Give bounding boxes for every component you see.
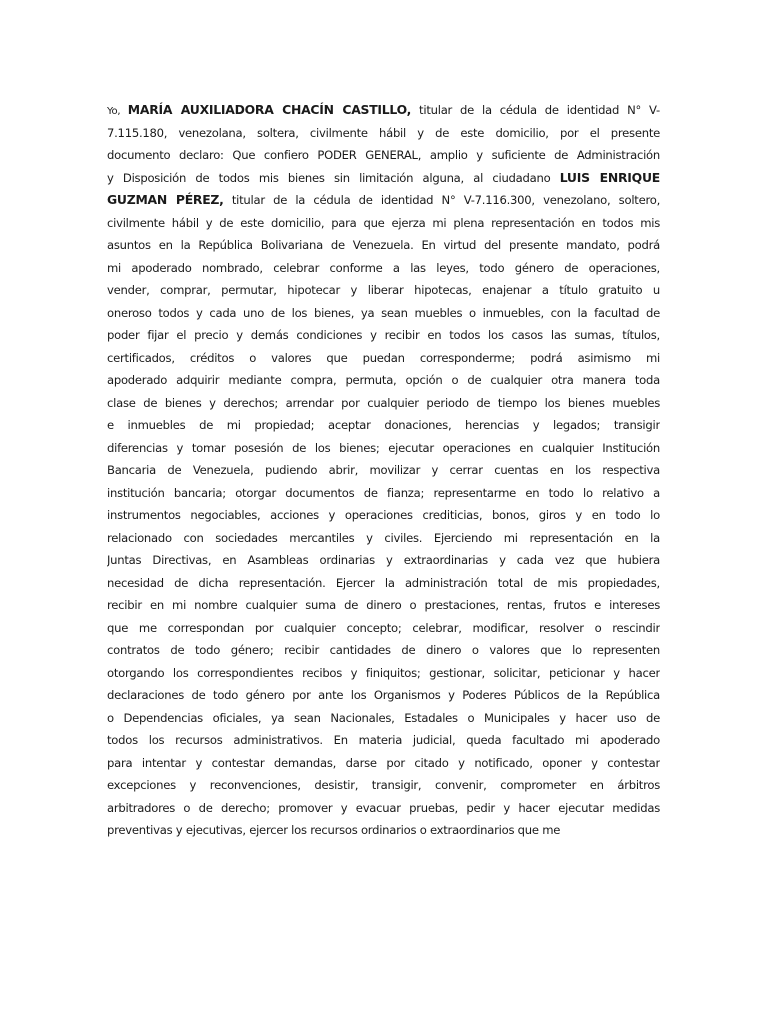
text-line: contratos de todo género; recibir cantidades de dinero o valores que lo representen bbox=[107, 643, 660, 657]
text-line: Bancaria de Venezuela, pudiendo abrir, movilizar y cerrar cuentas en los respectiva bbox=[107, 463, 660, 477]
text-line: para intentar y contestar demandas, darse por citado y notificado, oponer y contestar bbox=[107, 755, 660, 770]
text-line: oneroso todos y cada uno de los bienes, ya sean muebles o inmuebles, con la facultad de bbox=[107, 305, 660, 320]
text-line: Yo, MARÍA AUXILIADORA CHACÍN CASTILLO, titular de la cédula de identidad N° V- bbox=[107, 102, 660, 117]
text-line: otorgando los correspondientes recibos y finiquitos; gestionar, solicitar, peticionar y hacer bbox=[107, 665, 660, 680]
text-line: poder fijar el precio y demás condiciones y recibir en todos los casos las sumas, títulos, bbox=[107, 328, 660, 342]
text-line: excepciones y reconvenciones, desistir, transigir, convenir, comprometer en árbitros bbox=[107, 778, 660, 792]
text-line: preventivas y ejecutivas, ejercer los recursos ordinarios o extraordinarios que me bbox=[107, 823, 561, 837]
text-line: arbitradores o de derecho; promover y evacuar pruebas, pedir y hacer ejecutar medidas bbox=[107, 800, 660, 815]
text-line: o Dependencias oficiales, ya sean Nacionales, Estadales o Municipales y hacer uso de bbox=[107, 710, 660, 725]
text-line: documento declaro: Que confiero PODER GENERAL, amplio y suficiente de Administración bbox=[107, 148, 660, 162]
text-line: asuntos en la República Bolivariana de Venezuela. En virtud del presente mandato, podrá bbox=[107, 238, 660, 252]
text-line: y Disposición de todos mis bienes sin limitación alguna, al ciudadano LUIS ENRIQUE bbox=[107, 169, 660, 185]
text-line: civilmente hábil y de este domicilio, para que ejerza mi plena representación en todos mis bbox=[107, 215, 660, 230]
power-of-attorney-text bbox=[107, 99, 660, 842]
text-line: diferencias y tomar posesión de los bienes; ejecutar operaciones en cualquier Institución bbox=[107, 440, 660, 455]
text-line: Juntas Directivas, en Asambleas ordinarias y extraordinarias y cada vez que hubiera bbox=[107, 553, 660, 567]
text-line: necesidad de dicha representación. Ejercer la administración total de mis propiedades, bbox=[107, 575, 660, 590]
text-line: vender, comprar, permutar, hipotecar y liberar hipotecas, enajenar a título gratuito u bbox=[107, 283, 660, 297]
text-line: certificados, créditos o valores que puedan corresponderme; podrá asimismo mi bbox=[107, 350, 660, 365]
text-line: institución bancaria; otorgar documentos de fianza; representarme en todo lo relativo a bbox=[107, 485, 660, 500]
text-line: mi apoderado nombrado, celebrar conforme a las leyes, todo género de operaciones, bbox=[107, 260, 660, 275]
text-line: GUZMAN PÉREZ, titular de la cédula de identidad N° V-7.116.300, venezolano, soltero, bbox=[107, 192, 660, 207]
text-line: relacionado con sociedades mercantiles y civiles. Ejerciendo mi representación en la bbox=[107, 530, 660, 545]
text-line: clase de bienes y derechos; arrendar por cualquier periodo de tiempo los bienes muebles bbox=[107, 395, 660, 410]
attorney-name: LUIS ENRIQUE bbox=[559, 169, 660, 185]
grantor-name: MARÍA AUXILIADORA CHACÍN CASTILLO, bbox=[127, 102, 412, 117]
text-line: 7.115.180, venezolana, soltera, civilmente hábil y de este domicilio, por el presente bbox=[107, 125, 660, 140]
attorney-surname: GUZMAN PÉREZ, bbox=[107, 192, 224, 207]
text-line: e inmuebles de mi propiedad; aceptar donaciones, herencias y legados; transigir bbox=[107, 418, 660, 432]
text-line: todos los recursos administrativos. En materia judicial, queda facultado mi apoderado bbox=[107, 733, 660, 747]
text-line: apoderado adquirir mediante compra, permuta, opción o de cualquier otra manera toda bbox=[107, 373, 660, 387]
text-line: instrumentos negociables, acciones y operaciones crediticias, bonos, giros y en todo lo bbox=[107, 508, 660, 522]
text-line: recibir en mi nombre cualquier suma de dinero o prestaciones, rentas, frutos e intereses bbox=[107, 598, 660, 612]
text-line: que me correspondan por cualquier concepto; celebrar, modificar, resolver o rescindir bbox=[107, 620, 660, 635]
text-line: declaraciones de todo género por ante los Organismos y Poderes Públicos de la República bbox=[107, 688, 660, 702]
